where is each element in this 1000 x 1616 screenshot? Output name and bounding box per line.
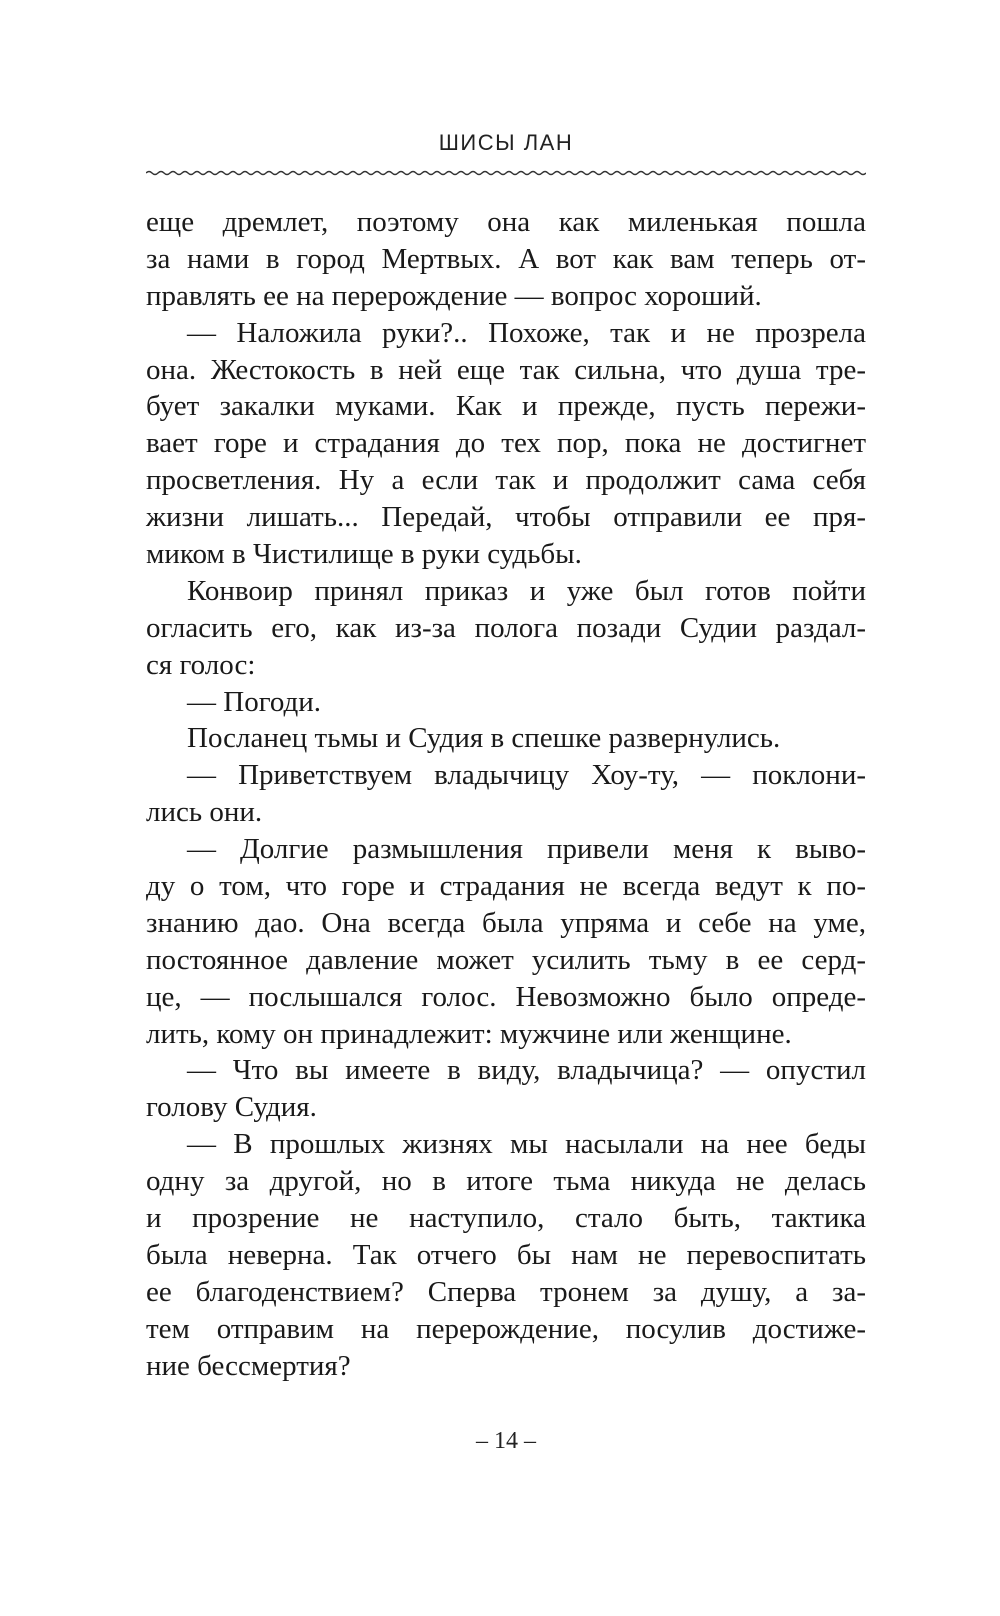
text-line: голову Судия. [146, 1091, 317, 1124]
text-line: — Долгие размышления привели меня к выво- [187, 833, 866, 866]
text-line: была неверна. Так отчего бы нам не перевоспитать [146, 1238, 866, 1271]
text-line: ние бессмертия? [146, 1349, 351, 1382]
text-line: лить, кому он принадлежит: мужчине или женщине. [146, 1017, 792, 1050]
text-line: просветления. Ну а если так и продолжит сама себя [146, 464, 866, 497]
text-line: правлять ее на перерождение — вопрос хороший. [146, 279, 762, 312]
text-line: огласить его, как из-за полога позади Судии раздал- [146, 611, 866, 644]
text-line: миком в Чистилище в руки судьбы. [146, 538, 582, 571]
text-line: ся голос: [146, 648, 256, 681]
page-number: – 14 – [476, 1428, 536, 1454]
text-line: знанию дао. Она всегда была упряма и себе на уме, [146, 906, 866, 939]
text-line: за нами в город Мертвых. А вот как вам теперь от- [146, 242, 866, 275]
text-line: — В прошлых жизнях мы насылали на нее беды [187, 1128, 866, 1161]
text-line: постоянное давление может усилить тьму в ее серд- [146, 943, 866, 976]
text-line: еще дремлет, поэтому она как миленькая пошла [146, 206, 866, 238]
text-line: лись они. [146, 796, 263, 829]
text-line: она. Жестокость в ней еще так сильна, что душа тре- [146, 353, 866, 386]
text-line: це, — послышался голос. Невозможно было опреде- [146, 980, 866, 1013]
text-line: ду о том, что горе и страдания не всегда ведут к по- [146, 870, 866, 903]
body-text [146, 204, 866, 1385]
wavy-divider [146, 166, 866, 180]
text-line: бует закалки муками. Как и прежде, пусть пережи- [146, 390, 866, 423]
text-line: вает горе и страдания до тех пор, пока не достигнет [146, 427, 866, 460]
text-line: ее благоденствием? Сперва тронем за душу, а за- [146, 1275, 866, 1308]
text-line: — Приветствуем владычицу Хоу-ту, — поклони- [187, 759, 866, 792]
running-head-title: ШИСЫ ЛАН [438, 130, 574, 155]
text-line: одну за другой, но в итоге тьма никуда не делась [146, 1165, 866, 1198]
text-line: — Погоди. [187, 685, 322, 718]
text-line: — Что вы имеете в виду, владычица? — опустил [187, 1054, 866, 1087]
text-line: Посланец тьмы и Судия в спешке развернулись. [187, 722, 781, 755]
text-line: тем отправим на перерождение, посулив достиже- [146, 1312, 866, 1345]
text-line: жизни лишать... Передай, чтобы отправили ее пря- [146, 501, 866, 534]
text-line: — Наложила руки?.. Похоже, так и не прозрела [187, 316, 866, 349]
text-line: и прозрение не наступило, стало быть, тактика [146, 1202, 866, 1235]
text-line: Конвоир принял приказ и уже был готов пойти [187, 574, 866, 607]
